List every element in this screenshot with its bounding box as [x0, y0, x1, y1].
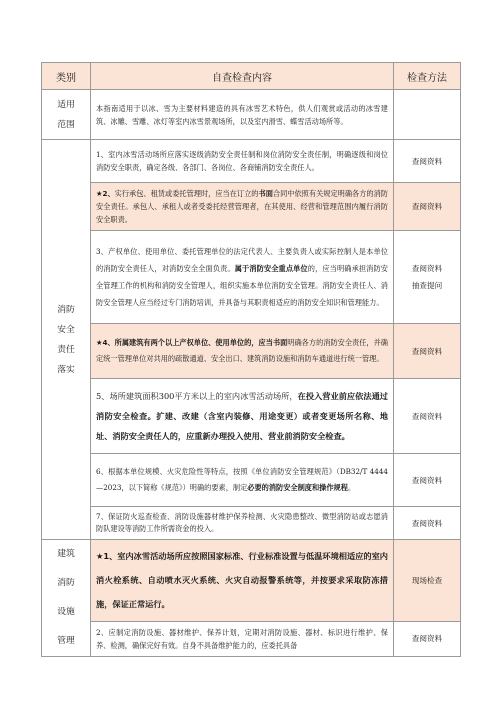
- scope-method: [394, 90, 461, 140]
- item-7-content: 7、保证防火巡查检查、消防设施器材维护保养检测、火灾隐患整改、微型消防站或志愿消防队建设等消防工作所需资金的投入。: [91, 507, 394, 540]
- item-5-method: 查阅资料: [394, 379, 461, 454]
- item-2-content: ★2、实行承包、租赁或委托管理时，应当在订立的书面合同中依照有关规定明确各方的消防安全责任。承包人、承租人或者受委托经营管理者，在其使用、经营和管理范围内履行消防安全职责。: [91, 183, 394, 231]
- building-item-1-content: ★1、室内冰雪活动场所应按照国家标准、行业标准设置与低温环境相适应的室内消火栓系统、自动喷水灭火系统、火灾自动报警系统等，并按要求采取防冻措施，保证正常运行。: [91, 540, 394, 622]
- item-1-method: 查阅资料: [394, 140, 461, 183]
- table-row: [42, 540, 461, 622]
- building-item-2-content: 2、应制定消防设施、器材维护、保养计划，定期对消防设施、器材、标识进行维护、保养、检测，确保完好有效。自身不具备维护能力的，应委托具备: [91, 621, 394, 656]
- self-inspection-table: [41, 62, 461, 657]
- table-row: [42, 454, 461, 507]
- category-scope: 适用 范围: [42, 90, 91, 140]
- item-3-content: 3、产权单位、使用单位、委托管理单位的法定代表人、主要负责人或实际控制人是本单位的消防安全责任人，对消防安全全面负责。属于消防安全重点单位的，应当明确承担消防安全管理工作的机构和消防安全管理人，组织实施本单位消防安全管理。消防安全责任人、消防安全管理人应当经过专门消防培训，并具备与其职责相适应的消防安全知识和管理能力。: [91, 231, 394, 324]
- header-method: 检查方法: [394, 63, 461, 90]
- table-row: [42, 183, 461, 231]
- item-5-content: 5、场所建筑面积300平方米以上的室内冰雪活动场所，在投入营业前应依法通过消防安全检查。扩建、改建（含室内装修、用途变更）或者变更场所名称、地址、消防安全责任人的，应重新办理投入使用、营业前消防安全检查。: [91, 379, 394, 454]
- category-fire-safety: 消防 安全 责任 落实: [42, 140, 91, 540]
- table-header-row: [42, 63, 461, 90]
- table-row: [42, 140, 461, 183]
- item-1-content: 1、室内冰雪活动场所应落实逐级消防安全责任制和岗位消防安全责任制，明确逐级和岗位消防安全职责，确定各级、各部门、各岗位、各商铺消防安全责任人。: [91, 140, 394, 183]
- table-row: [42, 379, 461, 454]
- table-row: [42, 507, 461, 540]
- building-item-2-method: 查阅资料: [394, 621, 461, 656]
- item-4-method: 查阅资料: [394, 324, 461, 379]
- building-item-1-method: 现场检查: [394, 540, 461, 622]
- item-6-content: 6、根据本单位规模、火灾危险性等特点，按照《单位消防安全管理规范》（DB32/T 4444—2023，以下简称《规范》）明确的要素，制定必要的消防安全制度和操作规程。: [91, 454, 394, 507]
- table-row: [42, 90, 461, 140]
- item-6-method: 查阅资料: [394, 454, 461, 507]
- table-row: [42, 621, 461, 656]
- header-content: 自查检查内容: [91, 63, 394, 90]
- table-row: [42, 324, 461, 379]
- item-2-method: 查阅资料: [394, 183, 461, 231]
- category-building-facilities: 建筑 消防 设施 管理: [42, 540, 91, 657]
- scope-content: 本指南适用于以冰、雪为主要材料建造的具有冰雪艺术特色，供人们观赏或活动的冰雪建筑、冰雕、雪雕、冰灯等室内冰雪景观场所，以及室内滑雪、蝶雪活动场所等。: [91, 90, 394, 140]
- header-category: 类别: [42, 63, 91, 90]
- item-7-method: 查阅资料: [394, 507, 461, 540]
- item-3-method: 查阅资料 抽查提问: [394, 231, 461, 324]
- item-4-content: ★4、所属建筑有两个以上产权单位、使用单位的，应当书面明确各方的消防安全责任，并确定统一管理单位对共用的疏散通道、安全出口、建筑消防设施和消防车通道进行统一管理。: [91, 324, 394, 379]
- table-row: [42, 231, 461, 324]
